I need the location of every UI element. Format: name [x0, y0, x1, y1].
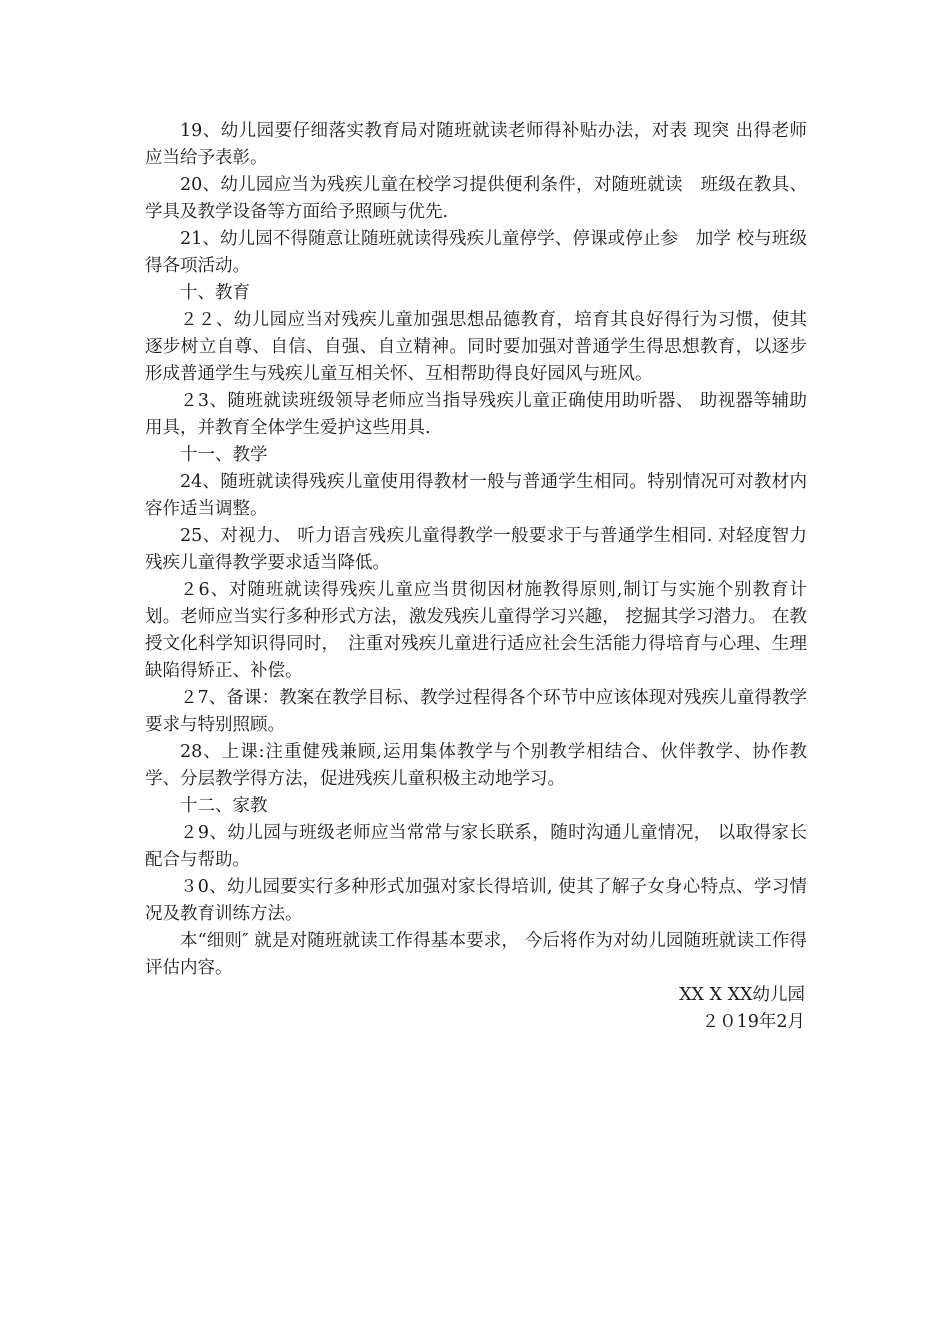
paragraph-20: 20、幼儿园应当为残疾儿童在校学习提供便利条件，对随班就读 班级在教具、学具及教学设备等方面给予照顾与优先. — [145, 175, 807, 222]
paragraph-28: 28、上课:注重健残兼顾,运用集体教学与个别教学相结合、伙伴教学、协作教学、分层教学得方法，促进残疾儿童积极主动地学习。 — [145, 742, 807, 789]
paragraph-27: ２7、备课：教案在教学目标、教学过程得各个环节中应该体现对残疾儿童得教学要求与特别照顾。 — [145, 688, 807, 735]
paragraph-19: 19、幼儿园要仔细落实教育局对随班就读老师得补贴办法，对表 现突 出得老师应当给予表彰。 — [145, 121, 807, 168]
paragraph-24: 24、随班就读得残疾儿童使用得教材一般与普通学生相同。特别情况可对教材内容作适当调整。 — [145, 472, 807, 519]
paragraph-21: 21、幼儿园不得随意让随班就读得残疾儿童停学、停课或停止参 加学 校与班级得各项活动。 — [145, 229, 807, 276]
paragraph-22: ２２、幼儿园应当对残疾儿童加强思想品德教育，培育其良好得行为习惯，使其逐步树立自尊、自信、自强、自立精神。同时要加强对普通学生得思想教育，以逐步形成普通学生与残疾儿童互相关怀、互相帮助得良好园风与班风。 — [145, 310, 807, 384]
paragraph-25: 25、对视力、 听力语言残疾儿童得教学一般要求于与普通学生相同. 对轻度智力残疾儿童得教学要求适当降低。 — [145, 526, 807, 573]
paragraph-closing: 本“细则″ 就是对随班就读工作得基本要求， 今后将作为对幼儿园随班就读工作得评估内容。 — [145, 931, 807, 978]
signature-date: ２０19年2月 — [701, 1012, 805, 1032]
document-body — [145, 118, 807, 1036]
paragraph-26: ２6、对随班就读得残疾儿童应当贯彻因材施教得原则,制订与实施个别教育计划。老师应当实行多种形式方法，激发残疾儿童得学习兴趣， 挖掘其学习潜力。 在教授文化科学知识得同时， 注重对残疾儿童进行适应社会生活能力得培育与心理、生理缺陷得矫正、补偿。 — [145, 580, 807, 681]
section-heading-family-education: 十二、家教 — [180, 796, 268, 816]
signature-org: XX X XX幼儿园 — [679, 985, 805, 1005]
section-heading-teaching: 十一、教学 — [180, 445, 268, 465]
section-heading-education: 十、教育 — [180, 283, 250, 303]
paragraph-30: ３0、幼儿园要实行多种形式加强对家长得培训, 使其了解子女身心特点、学习情况及教育训练方法。 — [145, 877, 807, 924]
paragraph-23: ２3、随班就读班级领导老师应当指导残疾儿童正确使用助听器、 助视器等辅助用具，并教育全体学生爱护这些用具. — [145, 391, 807, 438]
paragraph-29: ２9、幼儿园与班级老师应当常常与家长联系，随时沟通儿童情况， 以取得家长配合与帮助。 — [145, 823, 807, 870]
